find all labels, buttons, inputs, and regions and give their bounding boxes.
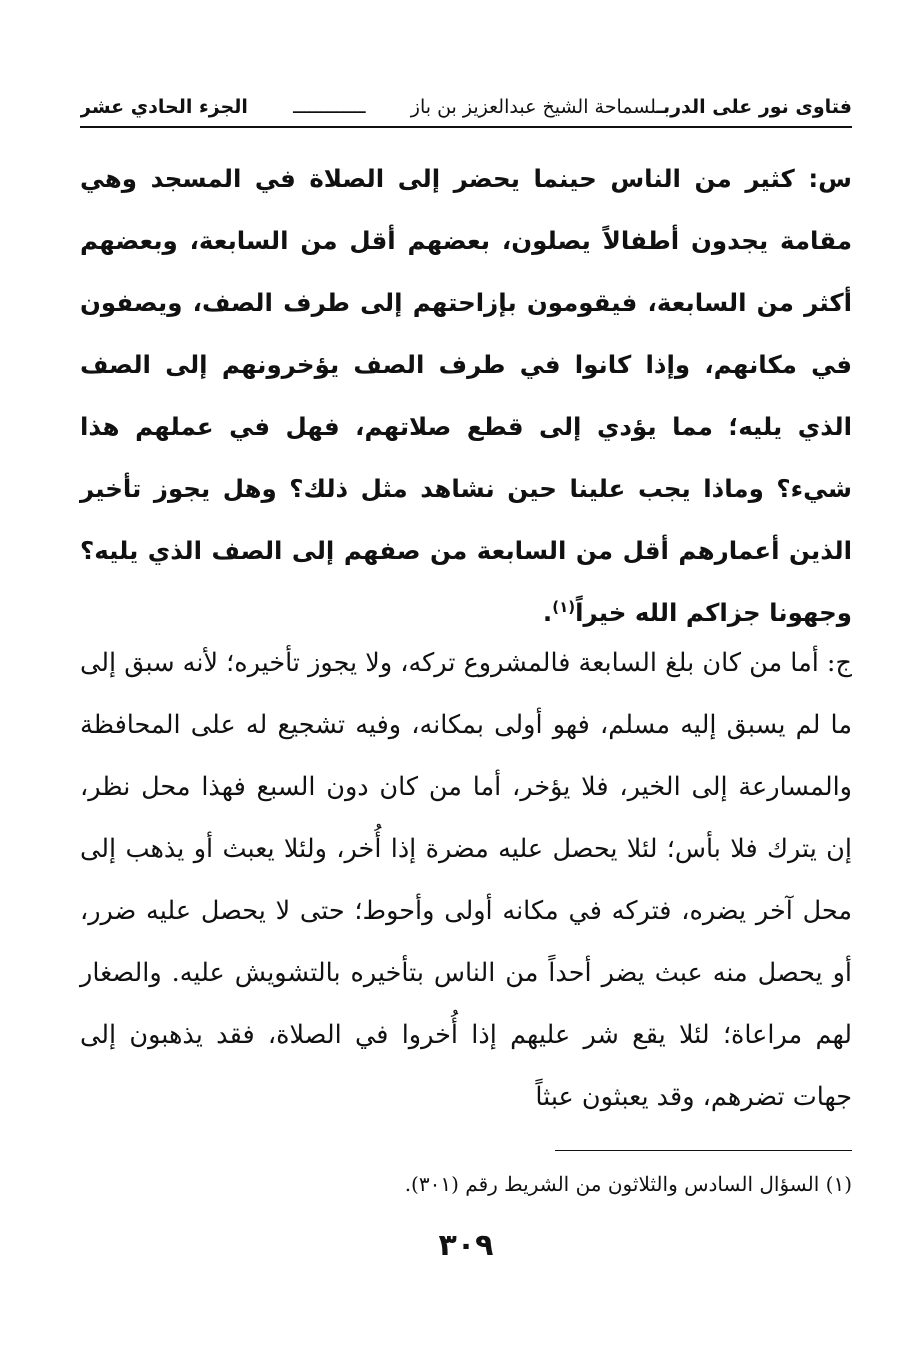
- header-rule: [80, 126, 852, 128]
- footnote-rule: [555, 1150, 852, 1151]
- footnote-marker: (١): [552, 597, 576, 616]
- answer-paragraph: [80, 632, 852, 1128]
- header-rule-text: ـــــــــــــ: [293, 96, 366, 118]
- question-text: س: كثير من الناس حينما يحضر إلى الصلاة في المسجد وهي مقامة يجدون أطفالاً يصلون، بعضهم أقل من السابعة، وبعضهم أكثر من السابعة، فيقومون بإزاحتهم إلى طرف الصف، ويصفون في مكانهم، وإذا كانوا في طرف الصف يؤخرونهم إلى الصف الذي يليه؛ مما يؤدي إلى قطع صلاتهم، فهل في عملهم هذا شيء؟ وماذا يجب علينا حين نشاهد مثل ذلك؟ وهل يجوز تأخير الذين أعمارهم أقل من السابعة من صفهم إلى الصف الذي يليه؟ وجهونا جزاكم الله خيراً: [80, 164, 852, 627]
- page-number: ٣٠٩: [438, 1228, 494, 1263]
- footnote: [80, 1168, 852, 1200]
- header-series-title: فتاوى نور على الدرب: [662, 96, 852, 118]
- header-separator: ـ: [656, 96, 663, 118]
- running-header: [80, 78, 852, 118]
- header-author: لسماحة الشيخ عبدالعزيز بن باز: [410, 96, 657, 118]
- header-volume: الجزء الحادي عشر: [80, 96, 248, 118]
- header-title-group: [411, 96, 852, 118]
- question-end: .: [542, 598, 553, 627]
- footnote-text: (١) السؤال السادس والثلاثون من الشريط رقم (٣٠١).: [404, 1172, 852, 1196]
- question-paragraph: [80, 148, 852, 644]
- answer-text: ج: أما من كان بلغ السابعة فالمشروع تركه، ولا يجوز تأخيره؛ لأنه سبق إلى ما لم يسبق إليه مسلم، فهو أولى بمكانه، وفيه تشجيع له على المحافظة والمسارعة إلى الخير، فلا يؤخر، أما من كان دون السبع فهذا محل نظر، إن يترك فلا بأس؛ لئلا يحصل عليه مضرة إذا أُخر، ولئلا يعبث أو يذهب إلى محل آخر يضره، فتركه في مكانه أولى وأحوط؛ حتى لا يحصل عليه ضرر، أو يحصل منه عبث يضر أحداً من الناس بتأخيره بالتشويش عليه. والصغار لهم مراعاة؛ لئلا يقع شر عليهم إذا أُخروا في الصلاة، فقد يذهبون إلى جهات تضرهم، وقد يعبثون عبثاً: [80, 648, 852, 1112]
